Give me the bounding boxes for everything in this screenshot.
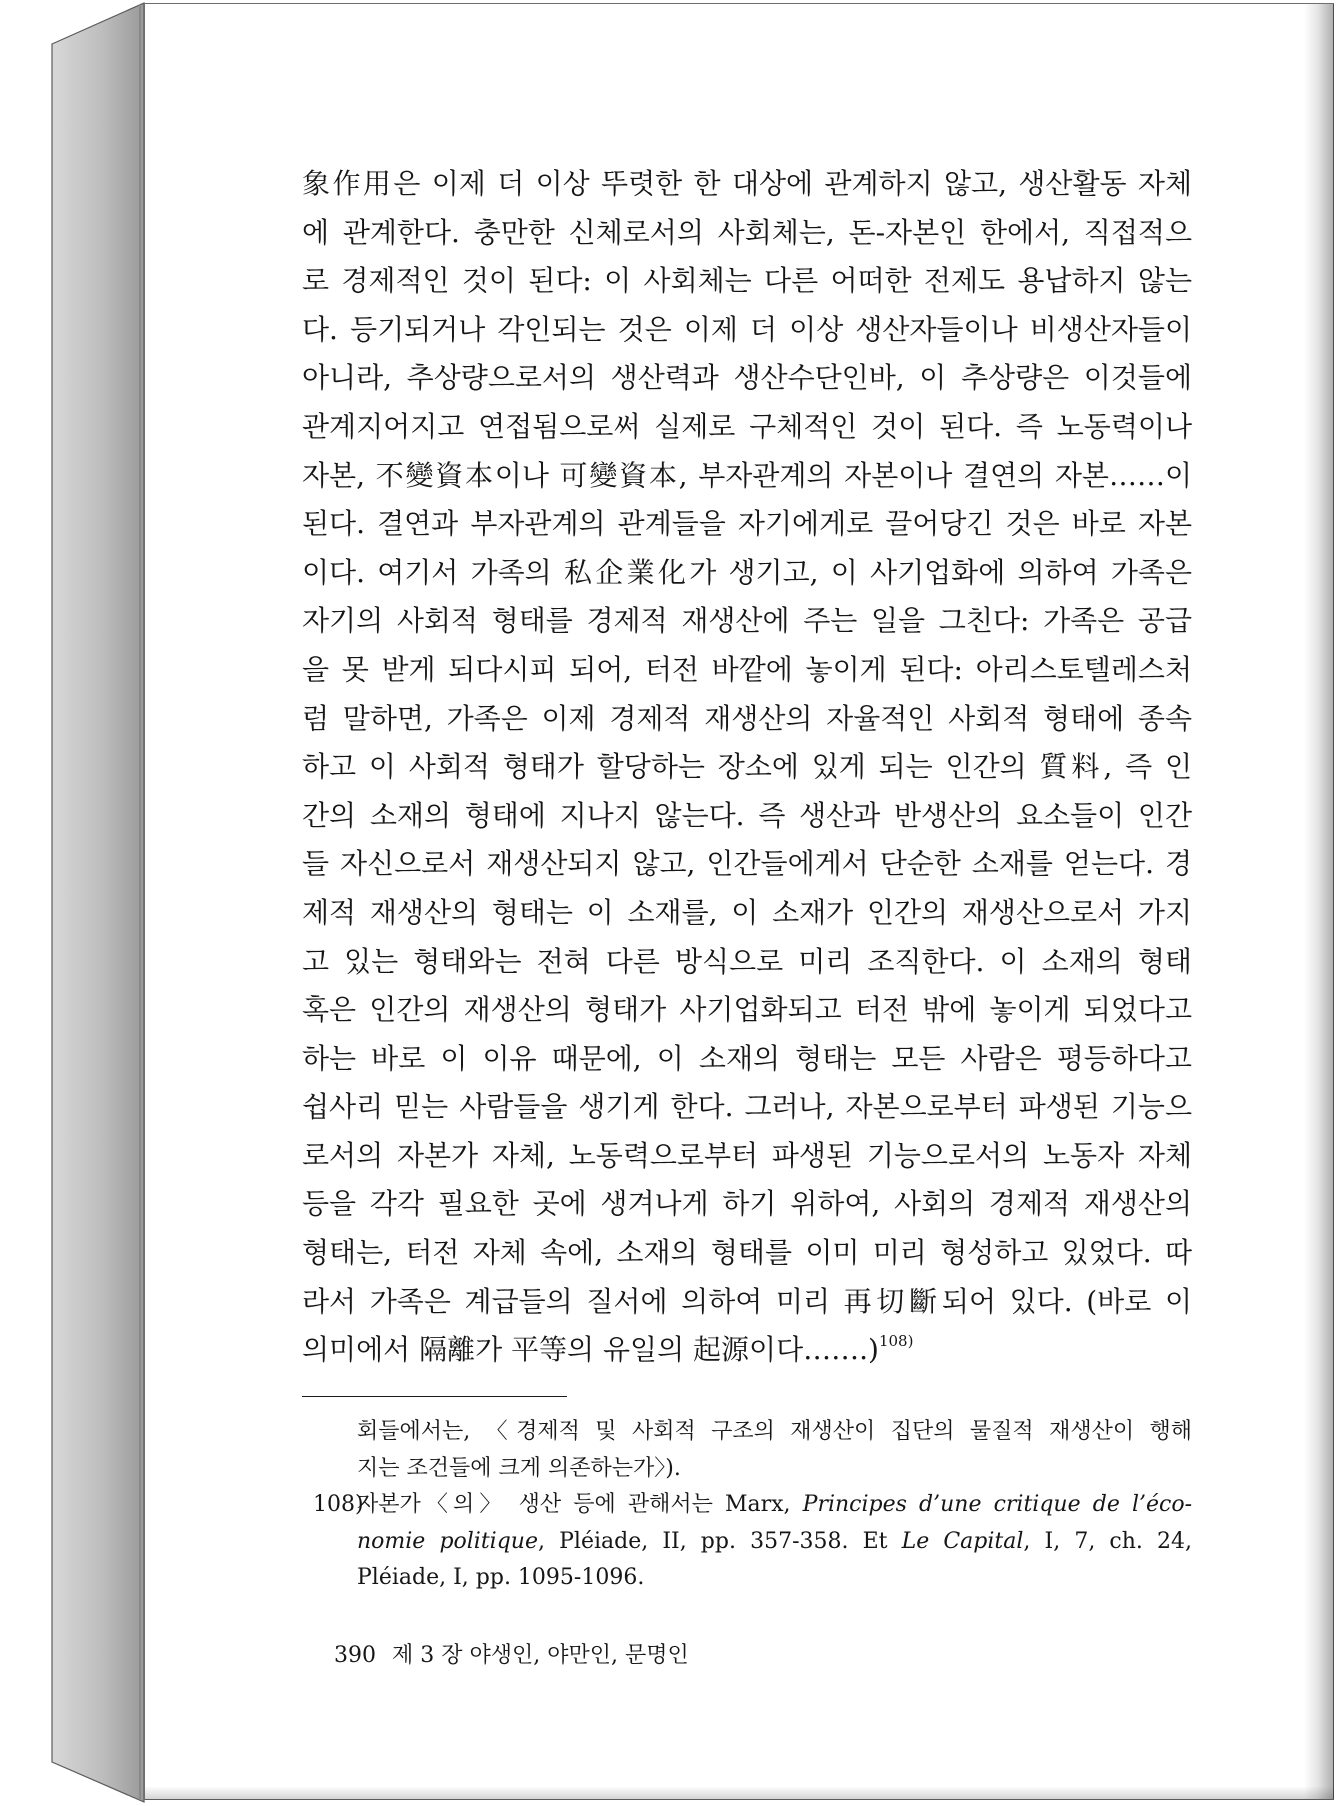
body-line: 로 경제적인 것이 된다: 이 사회체는 다른 어떠한 전제도 용납하지 않는 (302, 264, 1192, 298)
body-line: 에 관계한다. 충만한 신체로서의 사회체는, 돈-자본인 한에서, 직접적으 (302, 215, 1192, 249)
body-line: 등을 각각 필요한 곳에 생겨나게 하기 위하여, 사회의 경제적 재생산의 (302, 1187, 1192, 1221)
body-text (302, 160, 1192, 1375)
body-line: 이다. 여기서 가족의 私企業化가 생기고, 이 사기업화에 의하여 가족은 (302, 555, 1192, 589)
body-line: 자본, 不變資本이나 可變資本, 부자관계의 자본이나 결연의 자본……이 (302, 458, 1192, 492)
body-line: 을 못 받게 되다시피 되어, 터전 바깥에 놓이게 된다: 아리스토텔레스처 (302, 652, 1192, 686)
footnote-number: 108) (313, 1492, 364, 1517)
chapter-title: 제 3 장 야생인, 야만인, 문명인 (392, 1643, 689, 1668)
body-line: 자기의 사회적 형태를 경제적 재생산에 주는 일을 그친다: 가족은 공급 (302, 604, 1192, 638)
body-line: 다. 등기되거나 각인되는 것은 이제 더 이상 생산자들이나 비생산자들이 (302, 312, 1192, 346)
body-line-last-text: 의미에서 隔離가 平等의 유일의 起源이다…….) (302, 1333, 879, 1367)
page-bottom-shadow (145, 1786, 1334, 1800)
body-line: 형태는, 터전 자체 속에, 소재의 형태를 이미 미리 형성하고 있었다. 따 (302, 1236, 1192, 1270)
page-edge-shadow (1304, 4, 1334, 1799)
footnote-ref-108: 108) (878, 1331, 914, 1350)
footnote-108-text-d: Pléiade, I, pp. 1095-1096. (357, 1565, 645, 1590)
page-footer (334, 1640, 689, 1672)
footnotes (313, 1414, 1192, 1597)
body-line: 쉽사리 믿는 사람들을 생기게 한다. 그러나, 자본으로부터 파생된 기능으 (302, 1090, 1192, 1124)
body-line: 고 있는 형태와는 전혀 다른 방식으로 미리 조직한다. 이 소재의 형태 (302, 944, 1192, 978)
footnote-108-title: nomie politique (357, 1528, 538, 1554)
footnote-108-line (313, 1487, 1192, 1524)
body-line-last (302, 1326, 1192, 1375)
body-line: 간의 소재의 형태에 지나지 않는다. 즉 생산과 반생산의 요소들이 인간 (302, 798, 1192, 832)
body-line: 혹은 인간의 재생산의 형태가 사기업화되고 터전 밖에 놓이게 되었다고 (302, 993, 1192, 1027)
footnote-108-title-capital: Le Capital (901, 1528, 1024, 1554)
footnote-108-text (357, 1524, 1192, 1561)
footnote-rule (302, 1396, 567, 1397)
body-line: 럼 말하면, 가족은 이제 경제적 재생산의 자율적인 사회적 형태에 종속 (302, 701, 1192, 735)
body-line: 象作用은 이제 더 이상 뚜렷한 한 대상에 관계하지 않고, 생산활동 자체 (302, 167, 1192, 200)
body-line: 로서의 자본가 자체, 노동력으로부터 파생된 기능으로서의 노동자 자체 (302, 1138, 1192, 1172)
body-line: 관계지어지고 연접됨으로써 실제로 구체적인 것이 된다. 즉 노동력이나 (302, 409, 1192, 443)
body-line: 하는 바로 이 이유 때문에, 이 소재의 형태는 모든 사람은 평등하다고 (302, 1041, 1192, 1075)
footnote-continued-line (357, 1414, 1192, 1451)
footnote-continued-line (357, 1451, 1192, 1488)
page-number: 390 (334, 1643, 376, 1668)
body-line: 제적 재생산의 형태는 이 소재를, 이 소재가 인간의 재생산으로서 가지 (302, 895, 1192, 929)
footnote-108-line (357, 1524, 1192, 1561)
footnote-108-text-b: , Pléiade, II, pp. 357-358. Et (538, 1528, 902, 1554)
footnote-108-text-c: , I, 7, ch. 24, (1023, 1528, 1192, 1554)
footnote-continued-text: 회들에서는, 〈경제적 및 사회적 구조의 재생산이 집단의 물질적 재생산이 행해 (357, 1419, 1192, 1444)
body-line: 라서 가족은 계급들의 질서에 의하여 미리 再切斷되어 있다. (바로 이 (302, 1284, 1192, 1318)
body-line: 아니라, 추상량으로서의 생산력과 생산수단인바, 이 추상량은 이것들에 (302, 361, 1192, 395)
footnote-continued-text: 지는 조건들에 크게 의존하는가〉). (357, 1455, 681, 1481)
body-line: 들 자신으로서 재생산되지 않고, 인간들에게서 단순한 소재를 얻는다. 경 (302, 847, 1192, 881)
footnote-108-line (357, 1560, 1192, 1597)
body-line: 된다. 결연과 부자관계의 관계들을 자기에게로 끌어당긴 것은 바로 자본 (302, 507, 1192, 541)
body-line: 하고 이 사회적 형태가 할당하는 장소에 있게 되는 인간의 質料, 즉 인 (302, 750, 1192, 784)
footnote-108-text (357, 1487, 1192, 1524)
footnote-108-title: Principes d’une critique de l’éco- (802, 1492, 1192, 1517)
book-spine (0, 0, 150, 1806)
footnote-108-text-a: 자본가〈의〉 생산 등에 관해서는 Marx, (357, 1492, 803, 1517)
